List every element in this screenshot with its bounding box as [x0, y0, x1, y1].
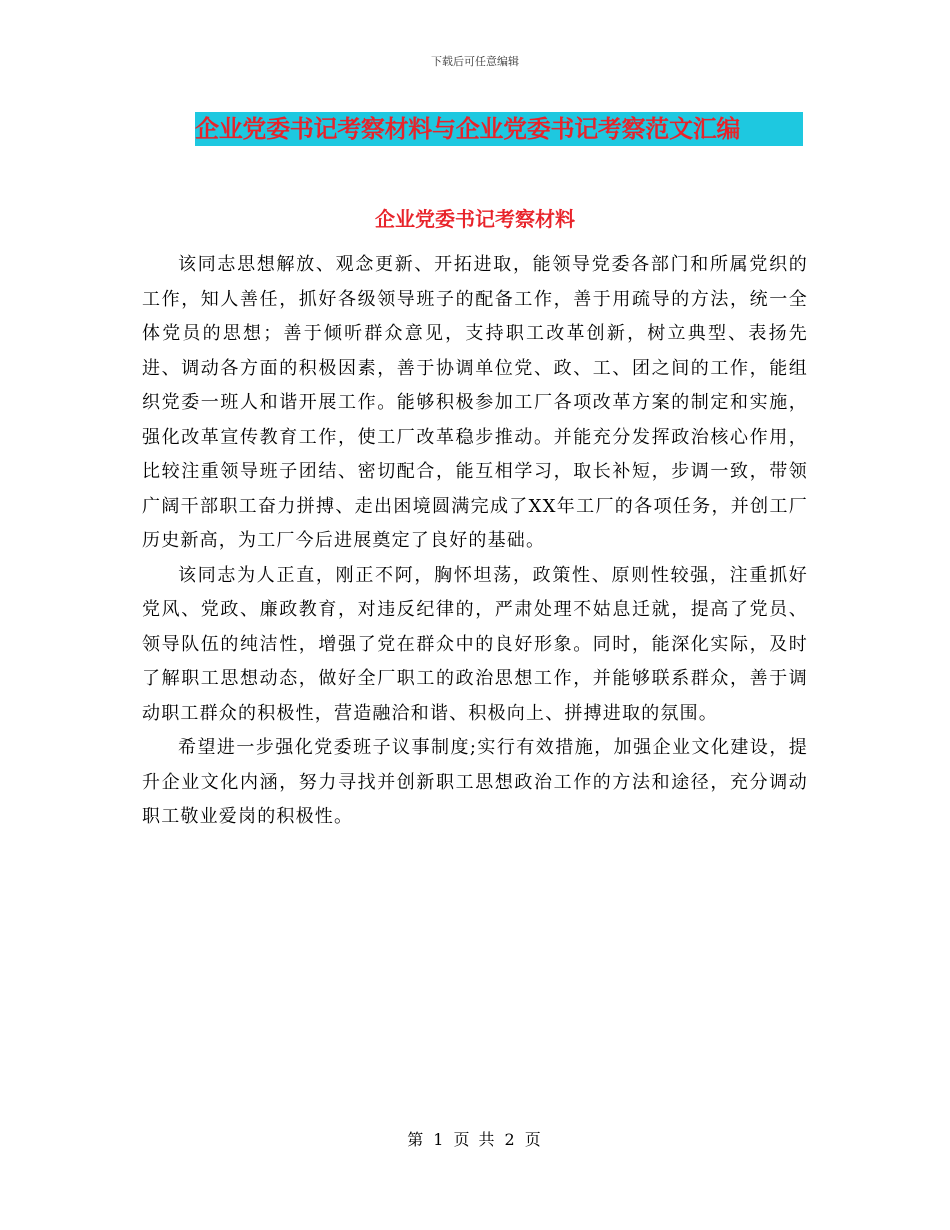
- footer-prefix: 第: [407, 1130, 426, 1149]
- footer-middle: 页 共: [453, 1130, 497, 1149]
- footer-page-number: 1: [433, 1130, 446, 1149]
- footer-total-pages: 2: [504, 1130, 517, 1149]
- footer-suffix: 页: [524, 1130, 543, 1149]
- body-text: [142, 248, 808, 835]
- main-title-highlight: [195, 112, 803, 146]
- paragraph-3: 希望进一步强化党委班子议事制度;实行有效措施，加强企业文化建设，提升企业文化内涵，努力寻找并创新职工思想政治工作的方法和途径，充分调动职工敬业爱岗的积极性。: [142, 737, 808, 827]
- main-title: 企业党委书记考察材料与企业党委书记考察范文汇编: [195, 115, 741, 143]
- paragraph-1: 该同志思想解放、观念更新、开拓进取，能领导党委各部门和所属党织的工作，知人善任，抓好各级领导班子的配备工作，善于用疏导的方法，统一全体党员的思想；善于倾听群众意见，支持职工改革创新，树立典型、表扬先进、调动各方面的积极因素，善于协调单位党、政、工、团之间的工作，能组织党委一班人和谐开展工作。能够积极参加工厂各项改革方案的制定和实施，强化改革宣传教育工作，使工厂改革稳步推动。并能充分发挥政治核心作用，比较注重领导班子团结、密切配合，能互相学习，取长补短，步调一致，带领广阔干部职工奋力拼搏、走出困境圆满完成了XX年工厂的各项任务，并创工厂历史新高，为工厂今后进展奠定了良好的基础。: [142, 254, 808, 551]
- page-footer: [0, 1127, 950, 1150]
- paragraph-2: 该同志为人正直，刚正不阿，胸怀坦荡，政策性、原则性较强，注重抓好党风、党政、廉政教育，对违反纪律的，严肃处理不姑息迁就，提高了党员、领导队伍的纯洁性，增强了党在群众中的良好形象。同时，能深化实际，及时了解职工思想动态，做好全厂职工的政治思想工作，并能够联系群众，善于调动职工群众的积极性，营造融洽和谐、积极向上、拼搏进取的氛围。: [142, 564, 808, 724]
- section-title: 企业党委书记考察材料: [375, 207, 575, 231]
- header-note: 下载后可任意编辑: [431, 55, 519, 68]
